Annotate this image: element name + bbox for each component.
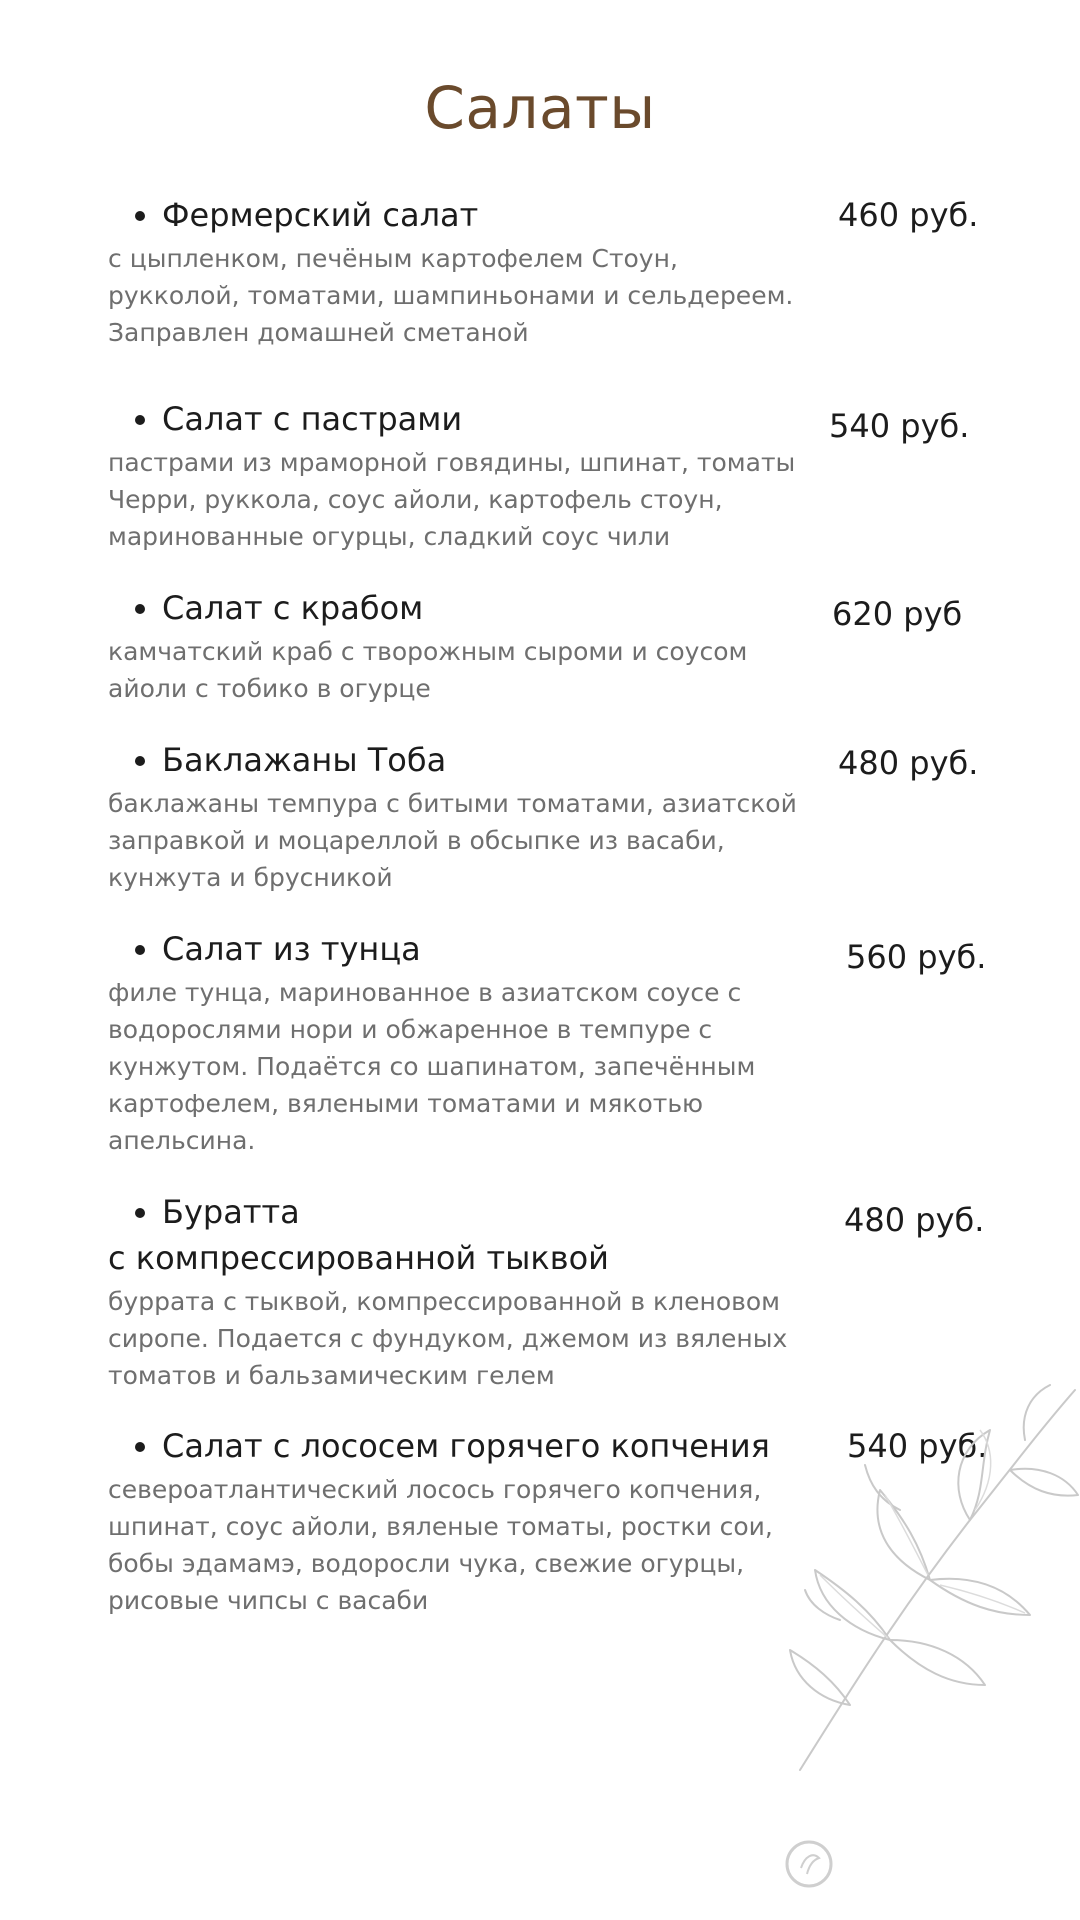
item-description: баклажаны темпура с битыми томатами, азиатской заправкой и моцареллой в обсыпке из васаби, кунжута и брусникой [108,789,797,892]
circle-logo-icon [783,1838,835,1890]
menu-item-crab-salad [108,585,988,707]
item-description: с цыпленком, печёным картофелем Стоун, рукколой, томатами, шампиньонами и сельдереем. Заправлен домашней сметаной [108,244,794,347]
item-description: буррата с тыквой, компрессированной в кленовом сиропе. Подается с фундуком, джемом из вяленых томатов и бальзамическим гелем [108,1287,788,1390]
menu-item-eggplant-toba [108,737,988,896]
item-description: североатлантический лосось горячего копчения, шпинат, соус айоли, вяленые томаты, ростки сои, бобы эдамамэ, водоросли чука, свежие огурцы, рисовые чипсы с васаби [108,1475,773,1615]
item-name-text: Фермерский салат [162,196,479,234]
item-price: 560 руб. [846,938,987,976]
item-price: 540 руб. [847,1427,988,1465]
item-name [108,192,842,238]
menu-item-pastrami-salad [108,396,988,555]
item-price: 620 руб [832,595,963,633]
bullet-icon [135,415,145,425]
item-price: 480 руб. [838,744,979,782]
bullet-icon [135,1442,145,1452]
item-name-line-1: Буратта [162,1193,300,1231]
item-name-text: Салат с крабом [162,589,424,627]
bullet-icon [135,945,145,955]
menu-item-farmer-salad [108,192,988,351]
bullet-icon [135,1208,145,1218]
item-description: пастрами из мраморной говядины, шпинат, томаты Черри, руккола, соус айоли, картофель стоун, маринованные огурцы, сладкий соус чили [108,448,796,551]
item-name-text: Салат с пастрами [162,400,463,438]
item-description: камчатский краб с творожным сыроми и соусом айоли с тобико в огурце [108,637,748,703]
menu-item-tuna-salad [108,926,988,1159]
page-title: Салаты [424,74,656,142]
item-name [108,585,842,631]
item-price: 540 руб. [829,407,970,445]
menu-item-burrata [108,1189,988,1394]
bullet-icon [135,211,145,221]
bullet-icon [135,756,145,766]
item-description: филе тунца, маринованное в азиатском соусе с водорослями нори и обжаренное в темпуре с кунжутом. Подаётся со шапинатом, запечённым картофелем, вялеными томатами и мякотью апельсина. [108,978,756,1155]
item-name-line-2: с компрессированной тыквой [108,1239,609,1277]
bullet-icon [135,604,145,614]
item-name-text: Салат из тунца [162,930,421,968]
item-name [108,1423,842,1469]
item-price: 460 руб. [838,196,979,234]
item-name [108,737,842,783]
item-name [108,396,842,442]
item-name-text: Баклажаны Тоба [162,741,447,779]
item-name [108,1189,842,1235]
leaf-sketch-icon [780,1370,1080,1790]
item-price: 480 руб. [844,1201,985,1239]
item-name-continued [108,1235,788,1281]
item-name-text: Салат с лососем горячего копчения [162,1427,770,1465]
item-name [108,926,842,972]
